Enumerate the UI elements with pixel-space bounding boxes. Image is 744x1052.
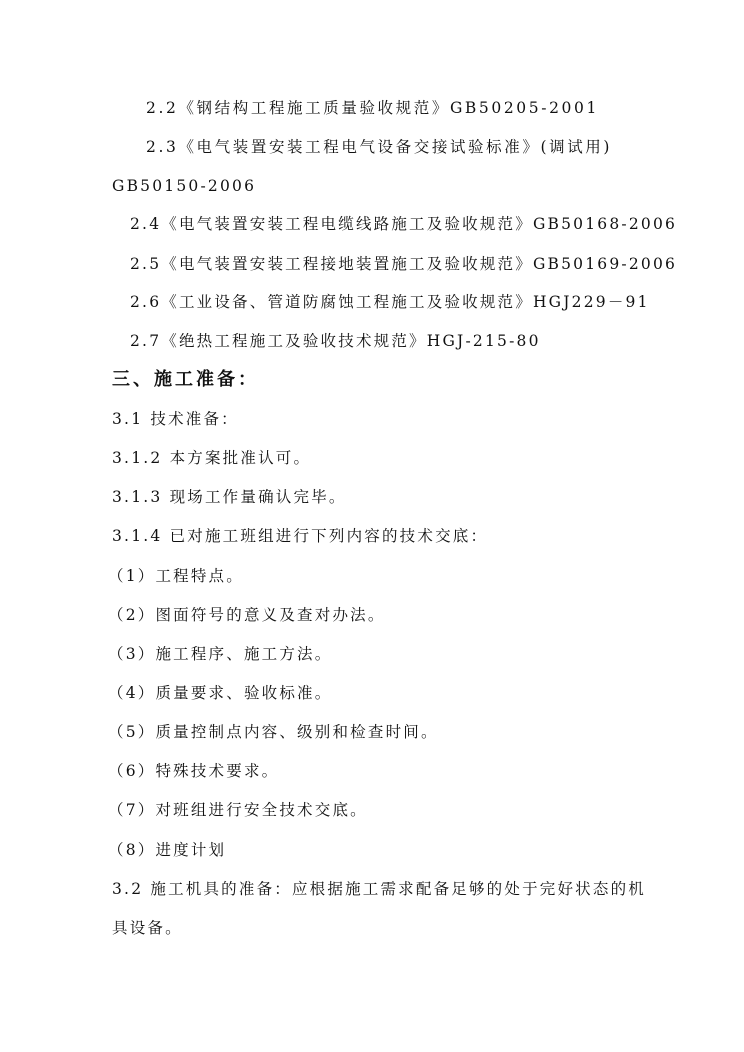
- disclosure-item: （1）工程特点。: [108, 567, 244, 585]
- disclosure-item: （7）对班组进行安全技术交底。: [108, 801, 368, 819]
- reference-2-6: 2.6《工业设备、管道防腐蚀工程施工及验收规范》HGJ229－91: [130, 293, 650, 311]
- tech-prep-item-3-1-3: 3.1.3 现场工作量确认完毕。: [112, 488, 347, 506]
- reference-2-3: 2.3《电气装置安装工程电气设备交接试验标准》(调试用): [146, 138, 613, 156]
- tool-prep-line-1: 3.2 施工机具的准备：应根据施工需求配备足够的处于完好状态的机: [112, 880, 646, 898]
- disclosure-item: （4）质量要求、验收标准。: [108, 684, 333, 702]
- disclosure-item: （3）施工程序、施工方法。: [108, 645, 333, 663]
- reference-2-2: 2.2《钢结构工程施工质量验收规范》GB50205-2001: [146, 99, 599, 117]
- tech-prep-title: 3.1 技术准备：: [112, 410, 239, 428]
- disclosure-item: （5）质量控制点内容、级别和检查时间。: [108, 723, 439, 741]
- disclosure-item: （2）图面符号的意义及查对办法。: [108, 606, 386, 624]
- disclosure-item: （8）进度计划: [108, 841, 227, 859]
- section-heading: 三、施工准备：: [112, 369, 259, 390]
- tech-prep-item-3-1-2: 3.1.2 本方案批准认可。: [112, 449, 312, 467]
- reference-2-7: 2.7《绝热工程施工及验收技术规范》HGJ-215-80: [130, 332, 541, 350]
- tool-prep-line-2: 具设备。: [112, 919, 183, 937]
- reference-2-4: 2.4《电气装置安装工程电缆线路施工及验收规范》GB50168-2006: [130, 215, 678, 233]
- reference-2-5: 2.5《电气装置安装工程接地装置施工及验收规范》GB50169-2006: [130, 255, 678, 273]
- disclosure-item: （6）特殊技术要求。: [108, 762, 280, 780]
- tech-prep-item-3-1-4: 3.1.4 已对施工班组进行下列内容的技术交底：: [112, 527, 489, 545]
- reference-2-3-code: GB50150-2006: [112, 177, 257, 195]
